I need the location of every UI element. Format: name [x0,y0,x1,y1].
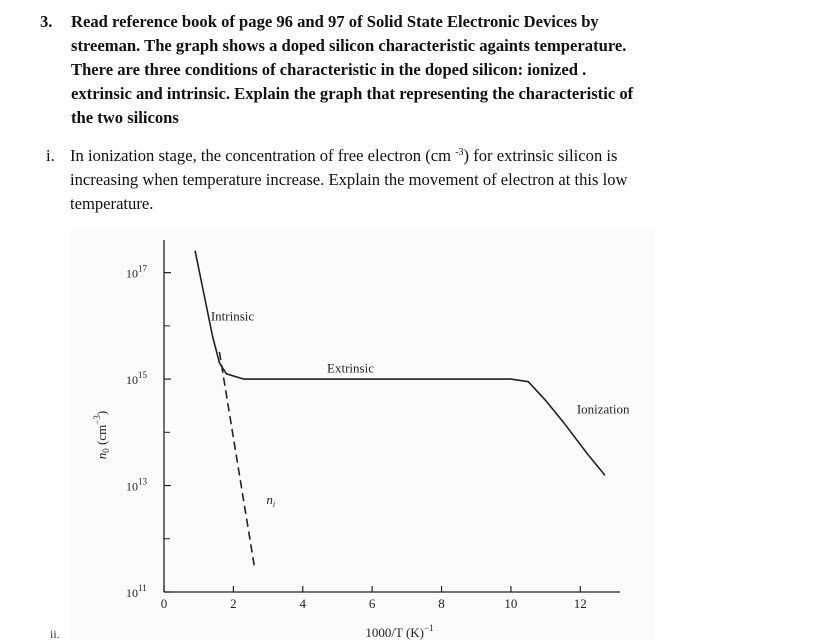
x-tick-label: 4 [299,596,307,611]
series-line-n0 [195,251,604,475]
annotation-ionization: Ionization [576,401,630,417]
question-line: Read reference book of page 96 and 97 of Solid State Electronic Devices by [71,12,599,31]
subquestion-number: i. [46,146,55,165]
question-line: the two silicons [71,108,179,127]
doped-silicon-figure [70,228,654,640]
x-tick-label: 12 [573,596,587,611]
sub-line1-after: ) for extrinsic silicon is [463,146,618,165]
subquestion-line-1 [70,144,786,168]
question-line: streeman. The graph shows a doped silicon characteristic againts temperature. [71,36,627,55]
subquestion-line-2: increasing when temperature increase. Explain the movement of electron at this low [70,170,628,189]
question-number: 3. [40,12,53,31]
question-text [71,10,760,130]
x-tick-label: 0 [160,596,168,611]
question-3 [40,10,760,130]
annotation-intrinsic: Intrinsic [210,308,255,324]
x-tick-label: 8 [438,596,445,611]
y-tick-label: $10^{15}$ [126,370,147,388]
x-axis-label: 1000/T $(K)^{-1}$ [365,623,434,640]
question-line: extrinsic and intrinsic. Explain the graph that representing the characteristic of [71,84,634,103]
concentration-vs-temperature-chart [70,228,654,640]
y-axis-label: $n_0$ $(cm^{-3})$ [92,410,111,460]
x-tick-label: 6 [368,596,376,611]
y-tick-label: $10^{17}$ [126,263,147,281]
y-tick-label: $10^{11}$ [126,583,147,600]
sub-line1-before: In ionization stage, the concentration of free electron (cm [70,146,456,165]
subquestion-line-3: temperature. [70,194,154,213]
y-tick-label: $10^{13}$ [126,476,147,494]
sub-line1-sup: -3 [455,147,464,158]
x-tick-label: 2 [230,596,237,611]
series-line-ni [220,353,255,566]
annotation-extrinsic: Extrinsic [327,360,374,376]
next-item-stub: ii. [50,627,60,641]
x-tick-label: 10 [504,596,518,611]
annotation-n: $n_i$ [266,492,276,510]
subquestion-i [46,144,786,216]
subquestion-text [70,144,786,216]
question-line: There are three conditions of characteristic in the doped silicon: ionized . [71,60,587,79]
